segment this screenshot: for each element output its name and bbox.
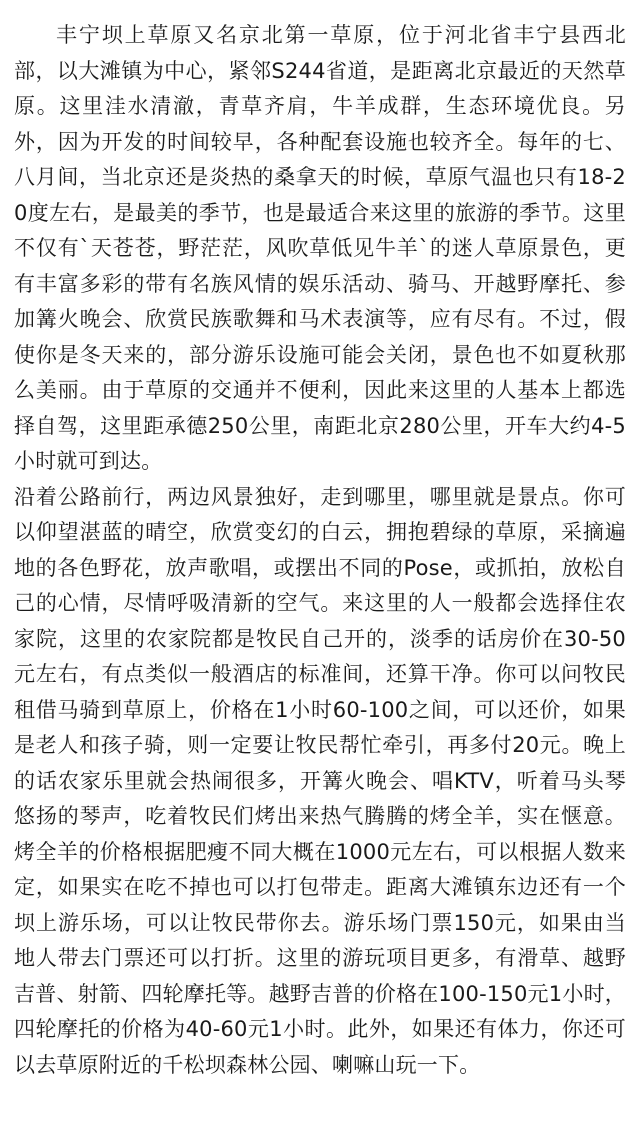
article-paragraph-1: 丰宁坝上草原又名京北第一草原，位于河北省丰宁县西北部，以大滩镇为中心，紧邻S244省道，是距离北京最近的天然草原。这里洼水清澈，青草齐肩，牛羊成群，生态环境优良。另外，因为开发的时间较早，各种配套设施也较齐全。每年的七、八月间，当北京还是炎热的桑拿天的时候，草原气温也只有18-20度左右，是最美的季节，也是最适合来这里的旅游的季节。这里不仅有`天苍苍，野茫茫，风吹草低见牛羊`的迷人草原景色，更有丰富多彩的带有名族风情的娱乐活动、骑马、开越野摩托、参加篝火晚会、欣赏民族歌舞和马术表演等，应有尽有。不过，假使你是冬天来的，部分游乐设施可能会关闭，景色也不如夏秋那么美丽。由于草原的交通并不便利，因此来这里的人基本上都选择自驾，这里距承德250公里，南距北京280公里，开车大约4-5小时就可到达。 [14,23,626,473]
article-paragraph-2: 沿着公路前行，两边风景独好，走到哪里，哪里就是景点。你可以仰望湛蓝的晴空，欣赏变幻的白云，拥抱碧绿的草原，采摘遍地的各色野花，放声歌唱，或摆出不同的Pose，或抓拍，放松自己的心情，尽情呼吸清新的空气。来这里的人一般都会选择住农家院，这里的农家院都是牧民自己开的，淡季的话房价在30-50元左右，有点类似一般酒店的标准间，还算干净。你可以问牧民租借马骑到草原上，价格在1小时60-100之间，可以还价，如果是老人和孩子骑，则一定要让牧民帮忙牵引，再多付20元。晚上的话农家乐里就会热闹很多，开篝火晚会、唱KTV，听着马头琴悠扬的琴声，吃着牧民们烤出来热气腾腾的烤全羊，实在惬意。烤全羊的价格根据肥瘦不同大概在1000元左右，可以根据人数来定，如果实在吃不掉也可以打包带走。距离大滩镇东边还有一个坝上游乐场，可以让牧民带你去。游乐场门票150元，如果由当地人带去门票还可以打折。这里的游玩项目更多，有滑草、越野吉普、射箭、四轮摩托等。越野吉普的价格在100-150元1小时，四轮摩托的价格为40-60元1小时。此外，如果还有体力，你还可以去草原附近的千松坝森林公园、喇嘛山玩一下。 [14,484,626,1077]
